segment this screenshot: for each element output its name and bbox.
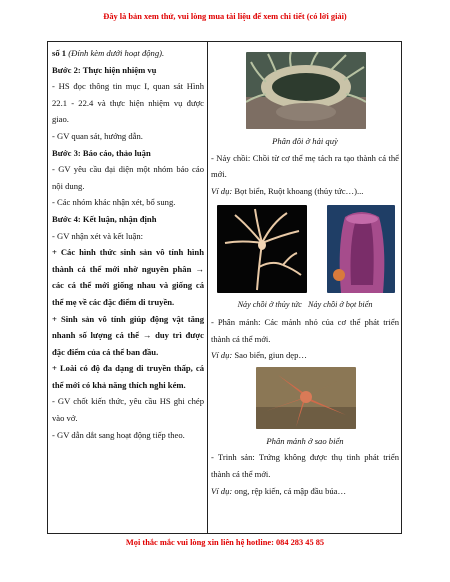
budding-example-label: Ví dụ: xyxy=(211,185,233,196)
budding-text: - Nảy chồi: Chồi từ cơ thể mẹ tách ra tạo thành cá thể mới. xyxy=(211,152,399,180)
step3-comment: - Các nhóm khác nhận xét, bổ sung. xyxy=(52,197,176,208)
intro-italic: (Đính kèm dưới hoạt động). xyxy=(68,48,165,58)
step2-title: Bước 2: Thực hiện nhiệm vụ xyxy=(52,64,157,75)
parthenogenesis-text: - Trinh sản: Trứng không được thụ tinh phát triển thành cá thể mới. xyxy=(211,452,399,479)
hydra-image xyxy=(217,205,307,293)
step2-guide: - GV quan sát, hướng dẫn. xyxy=(52,130,143,141)
step4-text: - GV nhận xét và kết luận: xyxy=(52,230,144,241)
step3-text: - GV yêu cầu đại diện một nhóm báo cáo nội dung. xyxy=(52,164,204,191)
budding-example xyxy=(211,183,399,200)
conclusion-3: + Loài có độ đa dạng di truyền thấp, cá thể mới có khả năng thích nghi kém. xyxy=(52,363,204,390)
header-banner: Đây là bản xem thử, vui lòng mua tài liệu để xem chi tiết (có lời giải) xyxy=(103,12,347,21)
caption-budding: Nảy chồi ở thủy tức Nảy chồi ở bọt biển xyxy=(237,300,373,310)
budding-example-text: Bọt biển, Ruột khoang (thủy tức…)... xyxy=(232,185,364,196)
lesson-table xyxy=(47,41,402,534)
budding-images xyxy=(211,205,399,293)
caption-anemone: Phân đôi ở hải quỳ xyxy=(272,136,338,146)
sponge-image xyxy=(327,205,395,293)
gv-summary: - GV chốt kiến thức, yêu cầu HS ghi chép vào vở. xyxy=(52,396,204,424)
sea-anemone-image xyxy=(246,52,366,129)
conclusion-2: + Sinh sản vô tính giúp động vật tăng nhanh số lượng cá thể → duy trì được đặc điểm của cá thể ban đầu. xyxy=(52,313,204,357)
conclusion-1: + Các hình thức sinh sản vô tính hình thành cá thể mới nhờ nguyên phân → các cá thể mới giống nhau và giống cá thể mẹ về các đặc điểm di truyền. xyxy=(52,247,204,307)
step3-title: Bước 3: Báo cáo, thảo luận xyxy=(52,147,151,158)
parthenogenesis-example xyxy=(211,483,399,500)
step4-title: Bước 4: Kết luận, nhận định xyxy=(52,213,157,224)
fragmentation-text: - Phân mảnh: Các mảnh nhỏ của cơ thể phát triển thành cá thể mới. xyxy=(211,316,399,344)
fragmentation-example-label: Ví dụ: xyxy=(211,350,233,361)
step2-text: - HS đọc thông tin mục I, quan sát Hình 22.1 - 22.4 và thực hiện nhiệm vụ được giao. xyxy=(52,81,204,125)
footer-banner: Mọi thắc mắc vui lòng xin liên hệ hotline: 084 283 45 85 xyxy=(125,538,325,547)
starfish-image xyxy=(256,367,356,429)
gv-next: - GV dẫn dắt sang hoạt động tiếp theo. xyxy=(52,429,185,440)
parthenogenesis-example-label: Ví dụ: xyxy=(211,485,233,496)
caption-starfish: Phân mảnh ở sao biển xyxy=(266,435,344,446)
left-column xyxy=(52,45,204,443)
parthenogenesis-example-text: ong, rệp kiến, cá mập đầu búa… xyxy=(232,485,347,496)
column-divider xyxy=(207,42,208,533)
right-column xyxy=(211,42,399,499)
fragmentation-example-text: Sao biển, giun dẹp… xyxy=(232,350,307,361)
intro-line xyxy=(52,45,204,62)
intro-bold: số 1 xyxy=(52,48,67,58)
fragmentation-example xyxy=(211,347,399,364)
